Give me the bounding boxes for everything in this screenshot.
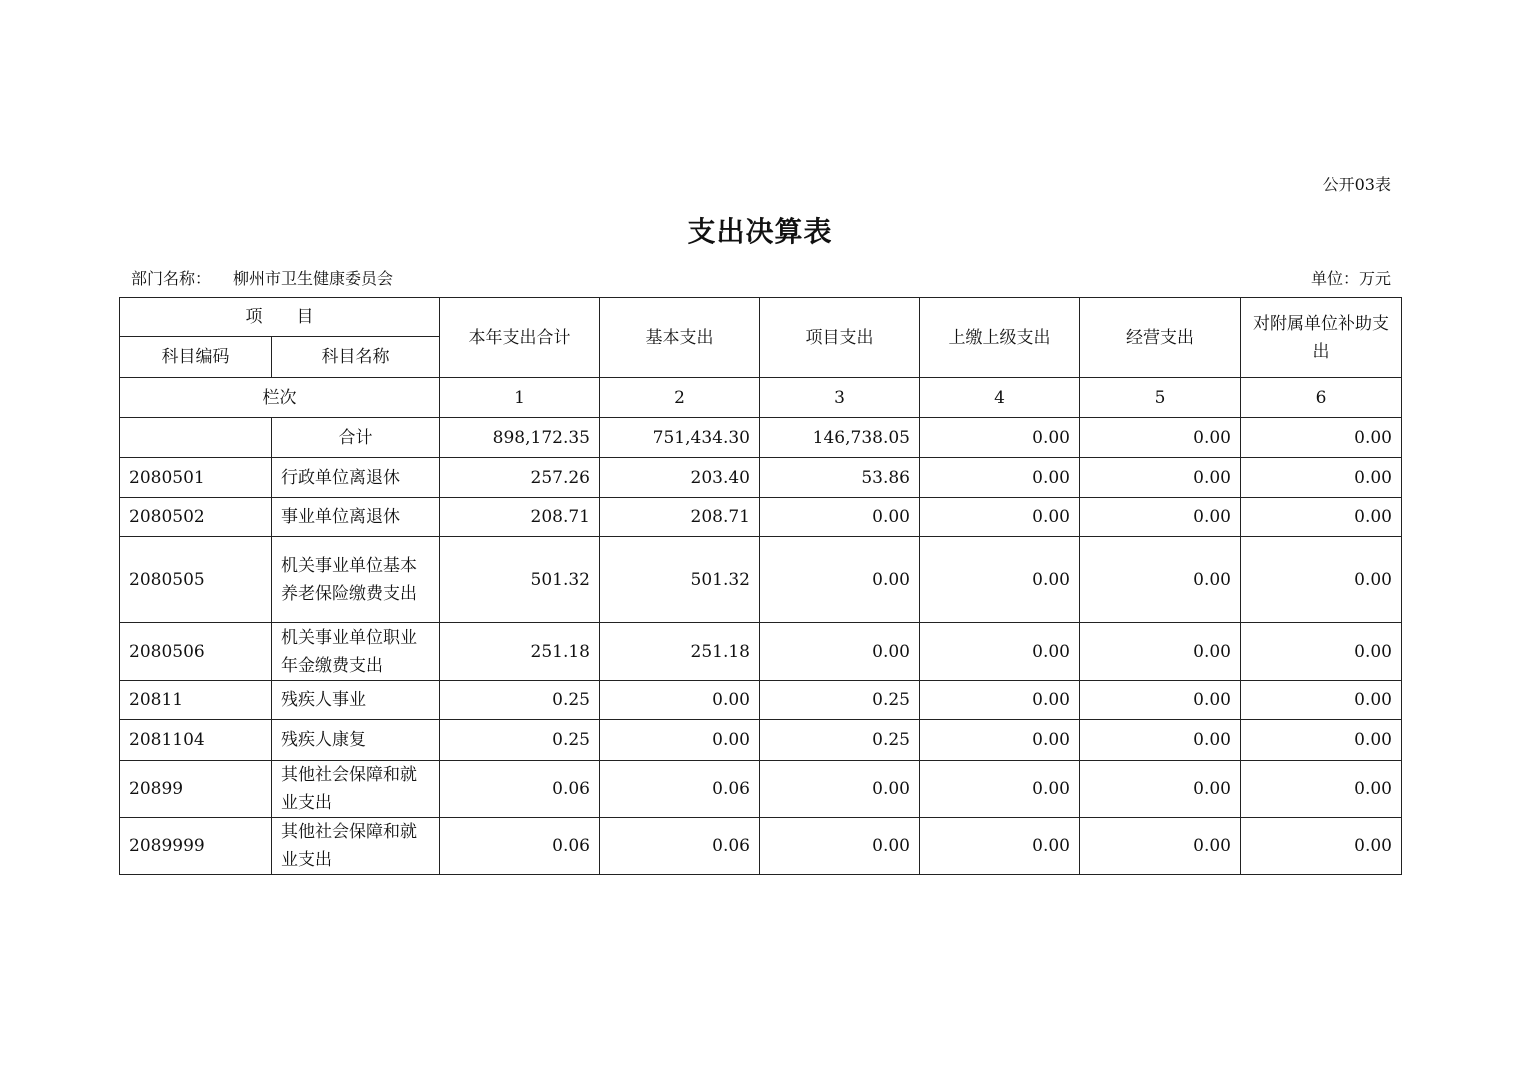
- row-value: 0.00: [1080, 537, 1241, 623]
- row-value: 0.00: [1241, 537, 1402, 623]
- row-value: 0.00: [920, 458, 1080, 498]
- total-code: [120, 418, 272, 458]
- row-value: 0.00: [1080, 720, 1241, 761]
- table-row: [120, 818, 1402, 875]
- row-name: 机关事业单位基本养老保险缴费支出: [272, 537, 440, 623]
- row-value: 0.00: [760, 537, 920, 623]
- table-row: [120, 761, 1402, 818]
- row-value: 0.00: [1241, 623, 1402, 681]
- row-value: 0.00: [1241, 761, 1402, 818]
- row-value: 0.00: [760, 761, 920, 818]
- row-name: 其他社会保障和就业支出: [272, 818, 440, 875]
- row-value: 0.00: [1241, 818, 1402, 875]
- row-value: 0.00: [1241, 720, 1402, 761]
- row-value: 0.25: [440, 720, 600, 761]
- row-value: 0.06: [440, 761, 600, 818]
- row-value: 0.00: [1241, 458, 1402, 498]
- row-code: 20899: [120, 761, 272, 818]
- header-row-1: [120, 298, 1402, 337]
- table-row: [120, 498, 1402, 537]
- total-value: 146,738.05: [760, 418, 920, 458]
- row-value: 0.00: [1080, 681, 1241, 720]
- department-label: 部门名称：: [131, 269, 212, 288]
- row-code: 2080501: [120, 458, 272, 498]
- row-name: 其他社会保障和就业支出: [272, 761, 440, 818]
- row-value: 0.00: [760, 498, 920, 537]
- row-value: 203.40: [600, 458, 760, 498]
- table-row: [120, 720, 1402, 761]
- row-value: 0.00: [1080, 623, 1241, 681]
- header-col-basic: 基本支出: [600, 298, 760, 378]
- total-value: 751,434.30: [600, 418, 760, 458]
- row-value: 0.00: [600, 720, 760, 761]
- total-value: 0.00: [1080, 418, 1241, 458]
- row-code: 2089999: [120, 818, 272, 875]
- col-num: 5: [1080, 378, 1241, 418]
- col-num: 1: [440, 378, 600, 418]
- row-name: 机关事业单位职业年金缴费支出: [272, 623, 440, 681]
- col-num: 6: [1241, 378, 1402, 418]
- expenditure-table: [119, 297, 1402, 875]
- department-line: [131, 266, 393, 289]
- header-code: 科目编码: [120, 337, 272, 378]
- row-value: 208.71: [600, 498, 760, 537]
- row-value: 0.00: [1080, 498, 1241, 537]
- row-code: 2080502: [120, 498, 272, 537]
- row-value: 0.00: [920, 720, 1080, 761]
- header-col-project: 项目支出: [760, 298, 920, 378]
- table-row: [120, 681, 1402, 720]
- row-code: 2081104: [120, 720, 272, 761]
- header-item: 项 目: [120, 298, 440, 337]
- row-value: 53.86: [760, 458, 920, 498]
- table-row: [120, 537, 1402, 623]
- row-value: 0.00: [1080, 818, 1241, 875]
- col-num: 2: [600, 378, 760, 418]
- table-row: [120, 458, 1402, 498]
- row-value: 0.00: [1080, 458, 1241, 498]
- row-value: 0.00: [1080, 761, 1241, 818]
- total-label: 合计: [272, 418, 440, 458]
- row-value: 0.00: [920, 761, 1080, 818]
- row-value: 0.00: [760, 623, 920, 681]
- column-number-row: [120, 378, 1402, 418]
- row-value: 501.32: [600, 537, 760, 623]
- row-value: 0.00: [920, 818, 1080, 875]
- table-row: [120, 623, 1402, 681]
- page-title: 支出决算表: [687, 215, 833, 248]
- row-name: 事业单位离退休: [272, 498, 440, 537]
- row-value: 0.06: [600, 818, 760, 875]
- total-value: 0.00: [1241, 418, 1402, 458]
- total-value: 0.00: [920, 418, 1080, 458]
- row-value: 0.06: [440, 818, 600, 875]
- row-value: 0.00: [1241, 681, 1402, 720]
- header-col-total: 本年支出合计: [440, 298, 600, 378]
- row-value: 0.00: [920, 537, 1080, 623]
- header-col-remit: 上缴上级支出: [920, 298, 1080, 378]
- row-value: 0.00: [1241, 498, 1402, 537]
- row-value: 0.00: [600, 681, 760, 720]
- row-value: 0.00: [920, 623, 1080, 681]
- row-value: 0.06: [600, 761, 760, 818]
- header-col-operating: 经营支出: [1080, 298, 1241, 378]
- total-row: [120, 418, 1402, 458]
- department-name: 柳州市卫生健康委员会: [233, 269, 394, 288]
- row-code: 2080505: [120, 537, 272, 623]
- col-num: 3: [760, 378, 920, 418]
- row-value: 501.32: [440, 537, 600, 623]
- col-num: 4: [920, 378, 1080, 418]
- form-number: 公开03表: [1322, 175, 1391, 194]
- row-value: 0.00: [920, 681, 1080, 720]
- row-value: 0.25: [760, 720, 920, 761]
- row-name: 残疾人事业: [272, 681, 440, 720]
- row-value: 0.00: [760, 818, 920, 875]
- unit-label: 单位：万元: [1310, 269, 1391, 288]
- row-value: 0.25: [760, 681, 920, 720]
- row-value: 208.71: [440, 498, 600, 537]
- row-value: 0.00: [920, 498, 1080, 537]
- header-col-subsidy: 对附属单位补助支出: [1241, 298, 1402, 378]
- row-value: 0.25: [440, 681, 600, 720]
- row-code: 20811: [120, 681, 272, 720]
- header-name: 科目名称: [272, 337, 440, 378]
- row-code: 2080506: [120, 623, 272, 681]
- row-value: 251.18: [600, 623, 760, 681]
- row-value: 251.18: [440, 623, 600, 681]
- row-value: 257.26: [440, 458, 600, 498]
- total-value: 898,172.35: [440, 418, 600, 458]
- row-name: 行政单位离退休: [272, 458, 440, 498]
- row-name: 残疾人康复: [272, 720, 440, 761]
- lanci-label: 栏次: [120, 378, 440, 418]
